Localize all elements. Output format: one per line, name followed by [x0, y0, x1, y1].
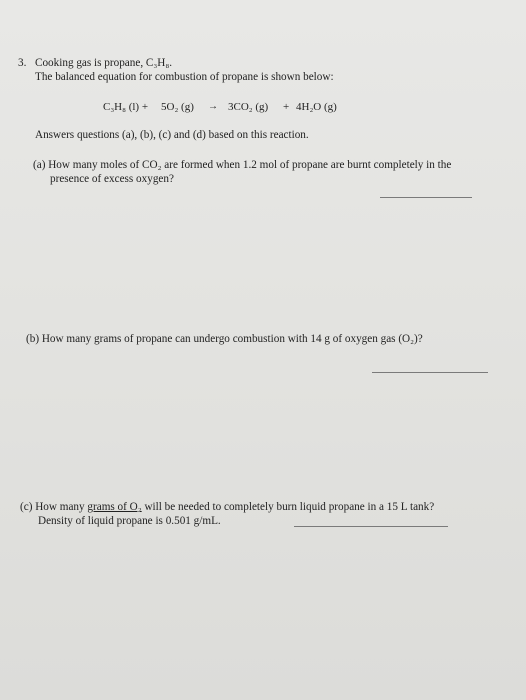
equation-reactant-oxygen: 5O₂ (g)	[161, 101, 194, 113]
part-a-answer-line[interactable]	[380, 197, 472, 198]
part-c-answer-line[interactable]	[294, 526, 448, 527]
equation-intro: The balanced equation for combustion of propane is shown below:	[35, 71, 334, 83]
equation-reactant-propane: C₃H₈ (l) +	[103, 101, 149, 113]
part-b-question: (b) How many grams of propane can undergo combustion with 14 g of oxygen gas (O₂)?	[26, 333, 423, 345]
equation-product-co2: 3CO₂ (g)	[228, 101, 269, 113]
part-c-question-line2: Density of liquid propane is 0.501 g/mL.	[38, 515, 221, 527]
part-c-underlined-text: grams of O₂	[87, 501, 142, 513]
part-c-text-after: will be needed to completely burn liquid propane in a 15 L tank?	[141, 501, 435, 513]
reaction-arrow-icon: →	[208, 101, 218, 112]
part-a-question-line2: presence of excess oxygen?	[50, 173, 174, 185]
equation-plus: +	[283, 101, 290, 113]
part-b-answer-line[interactable]	[372, 372, 488, 373]
question-intro: Cooking gas is propane, C₃H₈.	[35, 57, 173, 69]
part-a-question-line1: (a) How many moles of CO₂ are formed when 1.2 mol of propane are burnt completely in the	[33, 159, 452, 171]
part-c-question-line1	[20, 500, 434, 514]
question-number: 3.	[18, 57, 27, 69]
instructions-text: Answers questions (a), (b), (c) and (d) based on this reaction.	[35, 129, 309, 141]
part-c-text-before: (c) How many	[20, 501, 88, 513]
equation-product-water: 4H₂O (g)	[296, 101, 337, 113]
